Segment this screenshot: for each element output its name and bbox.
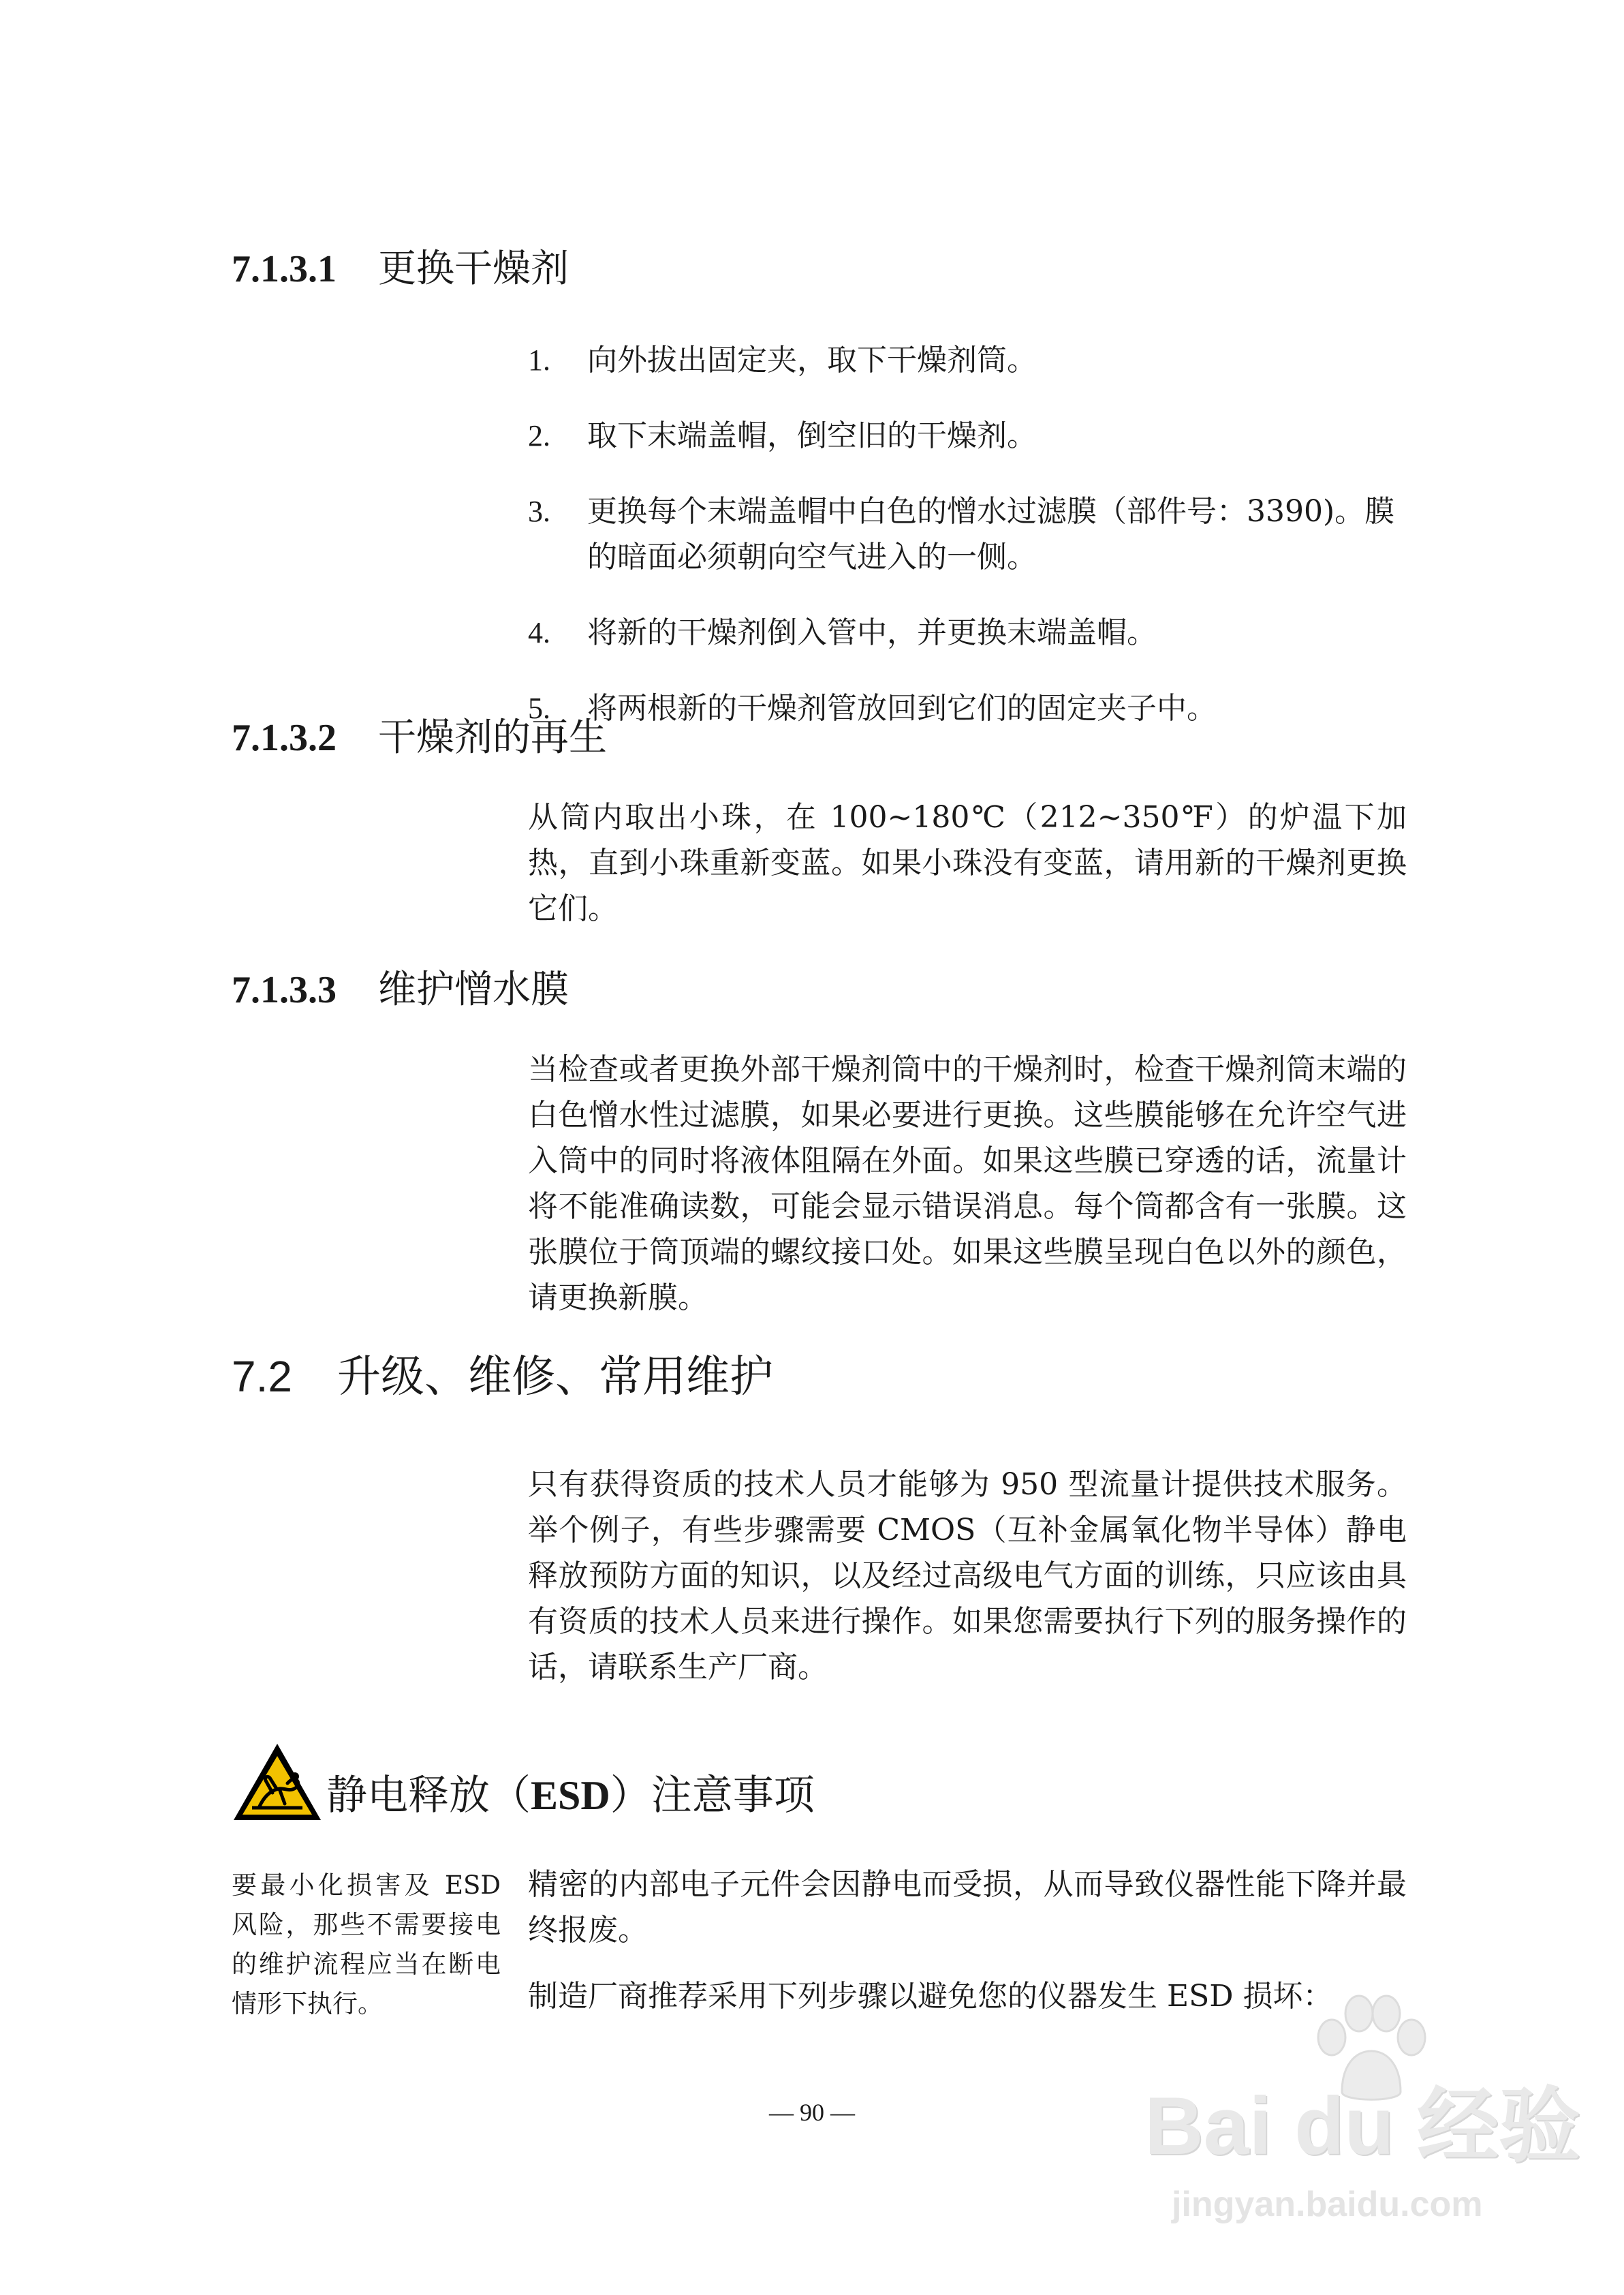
section-number: 7.1.3.3 <box>232 969 337 1011</box>
list-item <box>528 686 1407 731</box>
list-marker: 4. <box>528 616 550 649</box>
page-number: — 90 — <box>769 2099 855 2126</box>
list-item-text: 向外拔出固定夹，取下干燥剂筒。 <box>587 343 1037 378</box>
esd-paragraph-2: 制造厂商推荐采用下列步骤以避免您的仪器发生 ESD 损坏： <box>528 1979 1333 2014</box>
esd-paragraph-1: 精密的内部电子元件会因静电而受损，从而导致仪器性能下降并最终报废。 <box>528 1867 1407 1947</box>
steps-list <box>528 337 1407 761</box>
list-marker: 1. <box>528 343 550 377</box>
membrane-paragraph: 当检查或者更换外部干燥剂筒中的干燥剂时，检查干燥剂筒末端的白色憎水性过滤膜，如果必要进行更换。这些膜能够在允许空气进入筒中的同时将液体阻隔在外面。如果这些膜已穿透的话，流量计将不能准确读数，可能会显示错误消息。每个筒都含有一张膜。这张膜位于筒顶端的螺纹接口处。如果这些膜呈现白色以外的颜色，请更换新膜。 <box>528 1052 1407 1315</box>
section-title: 维护憎水膜 <box>378 968 569 1012</box>
list-marker: 5. <box>528 692 550 725</box>
watermark-brand: Bai du 经验 <box>1144 2080 1581 2172</box>
section-number: 7.1.3.2 <box>232 717 337 759</box>
list-item <box>528 489 1407 580</box>
list-item <box>528 413 1407 459</box>
list-item <box>528 337 1407 383</box>
section-number: 7.2 <box>232 1352 292 1401</box>
list-marker: 3. <box>528 495 550 528</box>
list-item-text: 将两根新的干燥剂管放回到它们的固定夹子中。 <box>587 691 1217 726</box>
section-heading-7-1-3-3 <box>232 966 569 1014</box>
esd-heading <box>232 1731 815 1823</box>
watermark-url: jingyan.baidu.com <box>1172 2185 1483 2224</box>
esd-title-prefix: 静电释放（ <box>326 1772 531 1819</box>
regeneration-paragraph: 从筒内取出小珠，在 100~180℃（212~350℉）的炉温下加热，直到小珠重新变蓝。如果小珠没有变蓝，请用新的干燥剂更换它们。 <box>528 800 1407 926</box>
section-title: 干燥剂的再生 <box>378 715 607 760</box>
section-heading-7-1-3-1 <box>232 245 569 293</box>
list-item <box>528 610 1407 656</box>
section-heading-7-1-3-2 <box>232 714 607 762</box>
list-marker: 2. <box>528 419 550 452</box>
section-title: 更换干燥剂 <box>378 247 569 291</box>
baidu-watermark <box>1144 1990 1581 2276</box>
list-item-text: 取下末端盖帽，倒空旧的干燥剂。 <box>587 418 1037 453</box>
list-item-text: 更换每个末端盖帽中白色的憎水过滤膜（部件号：3390)。膜的暗面必须朝向空气进入的一侧。 <box>587 494 1395 574</box>
esd-warning-icon <box>232 1741 324 1823</box>
section-title: 升级、维修、常用维护 <box>337 1352 773 1402</box>
section-heading-7-2 <box>232 1349 773 1404</box>
section-number: 7.1.3.1 <box>232 248 337 290</box>
esd-sidenote: 要最小化损害及 ESD 风险，那些不需要接电的维护流程应当在断电情形下执行。 <box>232 1870 501 2018</box>
esd-title-abbr: ESD <box>531 1773 610 1818</box>
esd-title <box>326 1768 815 1823</box>
service-paragraph: 只有获得资质的技术人员才能够为 950 型流量计提供技术服务。举个例子，有些步骤需要 CMOS（互补金属氧化物半导体）静电释放预防方面的知识，以及经过高级电气方面的训练，只应该由具有资质的技术人员来进行操作。如果您需要执行下列的服务操作的话，请联系生产厂商。 <box>528 1467 1407 1684</box>
esd-title-suffix: ）注意事项 <box>610 1772 815 1819</box>
list-item-text: 将新的干燥剂倒入管中，并更换末端盖帽。 <box>587 615 1157 650</box>
